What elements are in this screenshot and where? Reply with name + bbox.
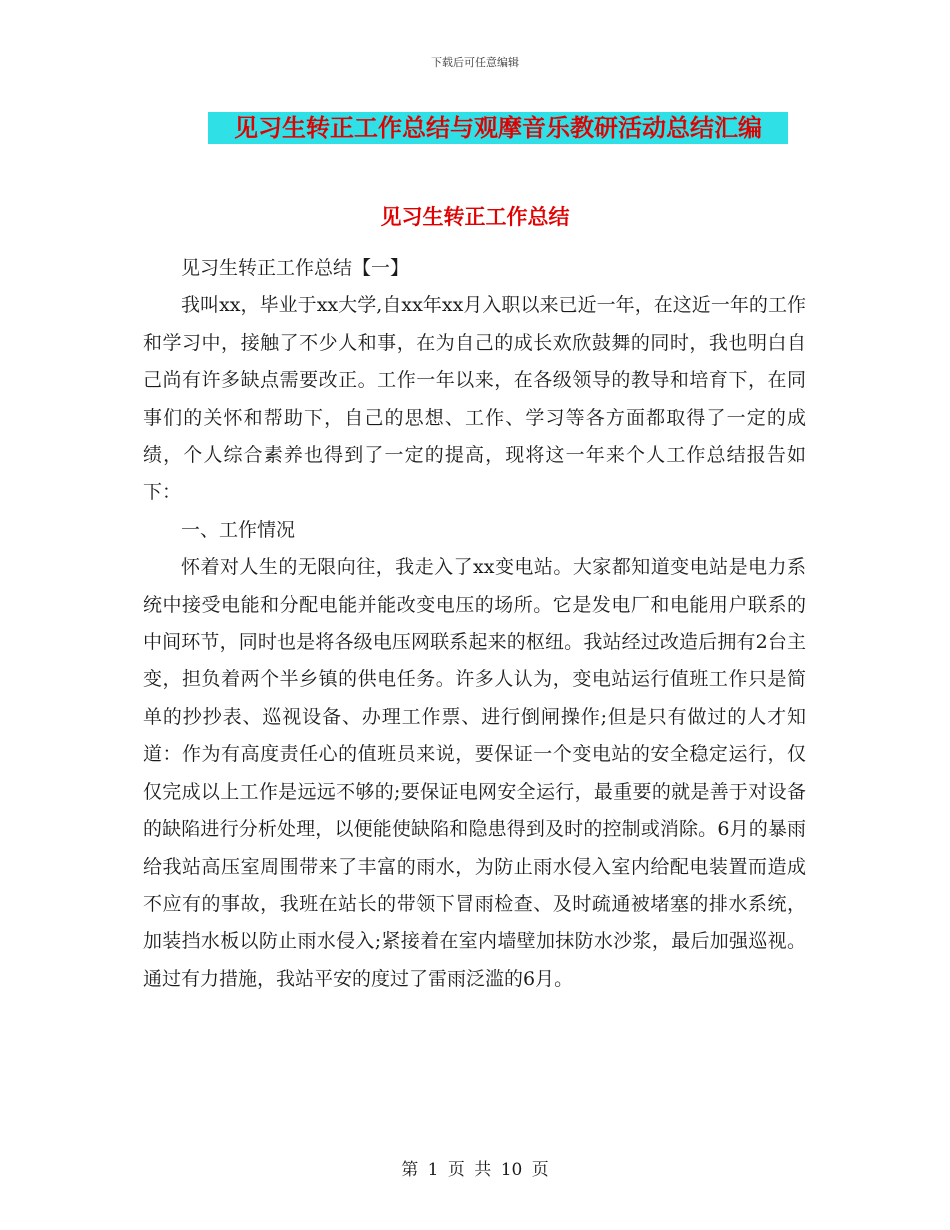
subheading-part-one: 见习生转正工作总结【一】 — [181, 257, 410, 279]
section-title: 见习生转正工作总结 — [380, 204, 570, 229]
document-title: 见习生转正工作总结与观摩音乐教研活动总结汇编 — [208, 112, 788, 144]
document-body — [143, 222, 806, 998]
header-note: 下载后可任意编辑 — [431, 56, 519, 69]
subheading-work-situation: 一、工作情况 — [181, 518, 296, 541]
paragraph-intro: 我叫xx，毕业于xx大学,自xx年xx月入职以来已近一年，在这近一年的工作和学习中，接触了不少人和事，在为自己的成长欢欣鼓舞的同时，我也明白自己尚有许多缺点需要改正。工作一年以来，在各级领导的教导和培育下，在同事们的关怀和帮助下，自己的思想、工作、学习等各方面都取得了一定的成绩，个人综合素养也得到了一定的提高，现将这一年来个人工作总结报告如下： — [143, 294, 806, 504]
page-footer: 第 1 页 共 10 页 — [401, 1160, 549, 1180]
paragraph-work-situation: 怀着对人生的无限向往，我走入了xx变电站。大家都知道变电站是电力系统中接受电能和分配电能并能改变电压的场所。它是发电厂和电能用户联系的中间环节，同时也是将各级电压网联系起来的枢纽。我站经过改造后拥有2台主变，担负着两个半乡镇的供电任务。许多人认为，变电站运行值班工作只是简单的抄抄表、巡视设备、办理工作票、进行倒闸操作;但是只有做过的人才知道：作为有高度责任心的值班员来说，要保证一个变电站的安全稳定运行，仅仅完成以上工作是远远不够的;要保证电网安全运行，最重要的就是善于对设备的缺陷进行分析处理，以便能使缺陷和隐患得到及时的控制或消除。6月的暴雨给我站高压室周围带来了丰富的雨水，为防止雨水侵入室内给配电装置而造成不应有的事故，我班在站长的带领下冒雨检查、及时疏通被堵塞的排水系统，加装挡水板以防止雨水侵入;紧接着在室内墙壁加抹防水沙浆，最后加强巡视。通过有力措施，我站平安的度过了雷雨泛滥的6月。 — [143, 556, 806, 990]
